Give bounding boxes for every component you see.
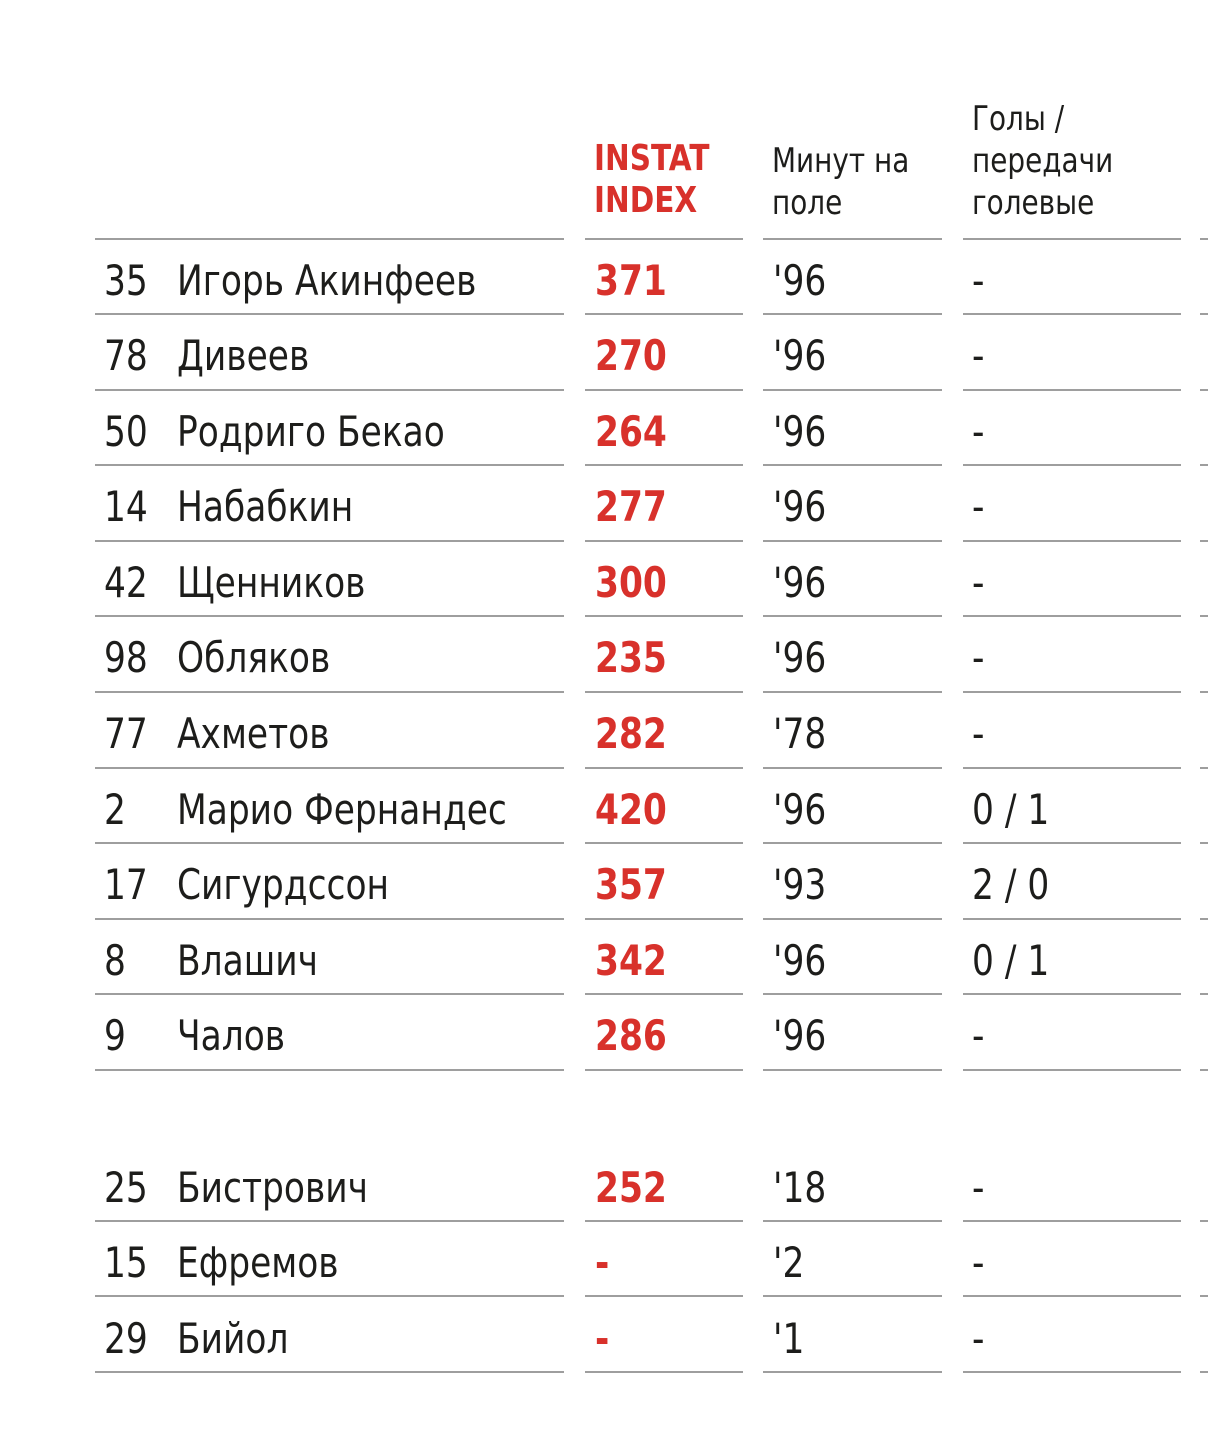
instat-index-value: 235 [595, 633, 667, 682]
minutes-played: '78 [773, 709, 827, 758]
goals-assists: - [972, 1314, 985, 1363]
row-divider [95, 1069, 564, 1071]
goals-assists: - [972, 1163, 985, 1212]
player-number: 15 [104, 1238, 148, 1287]
table-row-substitute [0, 1220, 1208, 1296]
table-row [0, 842, 1208, 918]
instat-index-value: 277 [595, 482, 667, 531]
minutes-played: '93 [773, 860, 827, 909]
player-number: 42 [104, 558, 148, 607]
instat-index-value: - [595, 1238, 610, 1287]
player-name: Дивеев [177, 331, 310, 380]
row-divider [763, 1371, 942, 1373]
table-row [0, 464, 1208, 540]
goals-assists: - [972, 633, 985, 682]
player-number: 8 [104, 936, 126, 985]
instat-index-value: 282 [595, 709, 667, 758]
instat-index-value: 300 [595, 558, 667, 607]
player-number: 9 [104, 1011, 126, 1060]
table-row-substitute [0, 1296, 1208, 1372]
row-divider [963, 1069, 1181, 1071]
instat-index-value: 357 [595, 860, 667, 909]
minutes-played: '96 [773, 558, 827, 607]
row-divider [1200, 1069, 1208, 1071]
player-name: Щенников [177, 558, 366, 607]
minutes-played: '18 [773, 1163, 827, 1212]
player-number: 25 [104, 1163, 148, 1212]
column-header-minutes: Минут на поле [772, 141, 910, 223]
table-row [0, 313, 1208, 389]
goals-assists: 0 / 1 [972, 936, 1050, 985]
minutes-played: '96 [773, 633, 827, 682]
player-number: 14 [104, 482, 148, 531]
table-row [0, 540, 1208, 616]
player-number: 2 [104, 785, 126, 834]
table-row [0, 918, 1208, 994]
instat-index-value: 371 [595, 256, 667, 305]
table-row-substitute [0, 1145, 1208, 1221]
row-divider [585, 1069, 743, 1071]
minutes-played: '96 [773, 407, 827, 456]
player-number: 35 [104, 256, 148, 305]
goals-assists: - [972, 482, 985, 531]
table-row [0, 691, 1208, 767]
player-name: Игорь Акинфеев [177, 256, 477, 305]
row-divider [585, 1371, 743, 1373]
minutes-played: '96 [773, 482, 827, 531]
row-divider [1200, 1371, 1208, 1373]
player-name: Влашич [177, 936, 318, 985]
player-number: 50 [104, 407, 148, 456]
goals-assists: - [972, 558, 985, 607]
goals-assists: - [972, 1238, 985, 1287]
player-name: Марио Фернандес [177, 785, 507, 834]
goals-assists: - [972, 256, 985, 305]
minutes-played: '2 [773, 1238, 805, 1287]
table-row [0, 615, 1208, 691]
instat-index-value: 264 [595, 407, 667, 456]
player-name: Обляков [177, 633, 331, 682]
player-number: 98 [104, 633, 148, 682]
goals-assists: - [972, 709, 985, 758]
player-name: Бистрович [177, 1163, 368, 1212]
player-name: Родриго Бекао [177, 407, 445, 456]
goals-assists: - [972, 331, 985, 380]
player-name: Бийол [177, 1314, 289, 1363]
minutes-played: '96 [773, 936, 827, 985]
column-header-instat-index: INSTAT INDEX [594, 138, 710, 221]
table-row [0, 767, 1208, 843]
instat-index-value: 252 [595, 1163, 667, 1212]
goals-assists: 2 / 0 [972, 860, 1050, 909]
column-header-goals-assists: Голы / передачи голевые [972, 99, 1114, 223]
player-number: 78 [104, 331, 148, 380]
instat-index-value: 286 [595, 1011, 667, 1060]
player-name: Ефремов [177, 1238, 339, 1287]
player-name: Чалов [177, 1011, 286, 1060]
minutes-played: '1 [773, 1314, 805, 1363]
table-row [0, 389, 1208, 465]
player-number: 17 [104, 860, 148, 909]
player-number: 77 [104, 709, 148, 758]
minutes-played: '96 [773, 1011, 827, 1060]
player-name: Сигурдссон [177, 860, 390, 909]
goals-assists: 0 / 1 [972, 785, 1050, 834]
minutes-played: '96 [773, 256, 827, 305]
player-name: Набабкин [177, 482, 354, 531]
minutes-played: '96 [773, 331, 827, 380]
player-name: Ахметов [177, 709, 330, 758]
table-row [0, 238, 1208, 314]
instat-index-value: 342 [595, 936, 667, 985]
goals-assists: - [972, 407, 985, 456]
instat-index-value: - [595, 1314, 610, 1363]
goals-assists: - [972, 1011, 985, 1060]
minutes-played: '96 [773, 785, 827, 834]
row-divider [763, 1069, 942, 1071]
instat-index-value: 420 [595, 785, 667, 834]
player-number: 29 [104, 1314, 148, 1363]
row-divider [963, 1371, 1181, 1373]
table-row [0, 993, 1208, 1069]
instat-index-value: 270 [595, 331, 667, 380]
row-divider [95, 1371, 564, 1373]
